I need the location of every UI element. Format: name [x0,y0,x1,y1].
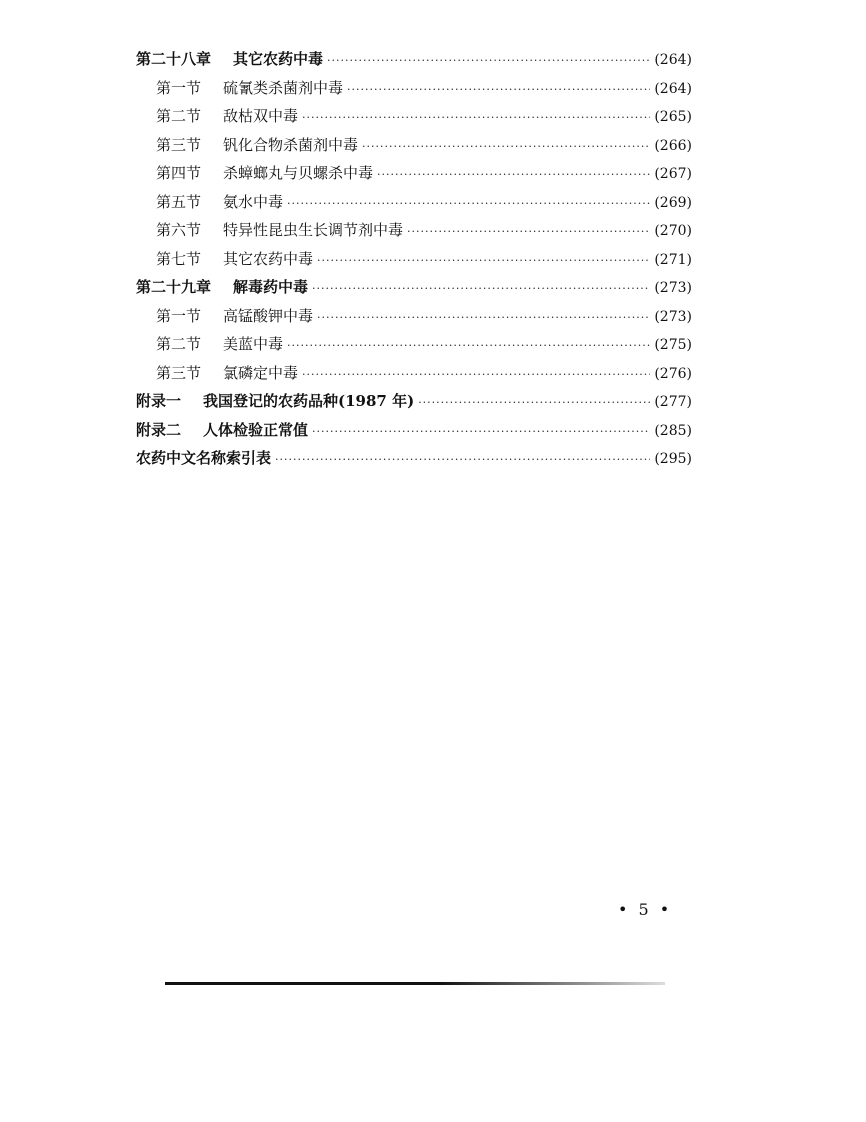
toc-entry-section [136,102,692,131]
dot-leader [377,161,650,190]
toc-entry-section [136,245,692,274]
entry-title: 特异性昆虫生长调节剂中毒 [223,221,404,239]
dot-leader [317,304,650,333]
entry-page: (266) [654,137,692,154]
entry-label: 第二节 [156,335,202,353]
dot-leader [347,76,650,105]
toc-entry-section [136,302,692,331]
entry-title: 其它农药中毒 [233,50,324,68]
entry-label: 第三节 [156,135,202,154]
toc-entry-section [136,188,692,217]
toc-entry-index [136,444,692,473]
toc-entry-section [136,159,692,188]
entry-title: 氯磷定中毒 [223,363,299,382]
entry-page: (275) [654,337,692,353]
table-of-contents [136,45,692,473]
entry-title: 美蓝中毒 [223,335,284,353]
footer-rule [165,982,665,985]
entry-title: 氨水中毒 [223,192,284,211]
entry-title: 解毒药中毒 [233,278,309,296]
entry-label: 第一节 [156,78,202,97]
entry-page: (267) [654,166,692,182]
entry-title: 杀蟑螂丸与贝螺杀中毒 [223,164,374,182]
dot-leader [362,133,650,162]
dot-leader [317,247,650,276]
entry-page: (276) [654,365,692,382]
entry-label: 附录一 [136,392,182,410]
entry-page: (264) [654,52,692,68]
dot-leader [407,218,650,247]
toc-entry-section [136,359,692,388]
entry-page: (285) [654,422,692,439]
dot-leader [287,332,650,361]
entry-title: 人体检验正常值 [203,420,309,439]
toc-entry-chapter-28 [136,45,692,74]
entry-label: 第七节 [156,249,202,268]
entry-title: 硫氰类杀菌剂中毒 [223,78,344,97]
entry-page: (269) [654,194,692,211]
entry-label: 第二十八章 [136,50,212,68]
toc-entry-chapter-29 [136,273,692,302]
entry-page: (270) [654,223,692,239]
entry-title: 高锰酸钾中毒 [223,306,314,325]
entry-page: (264) [654,80,692,97]
entry-label: 第六节 [156,221,202,239]
toc-entry-section [136,330,692,359]
entry-page: (265) [654,109,692,125]
entry-label: 第四节 [156,164,202,182]
toc-entry-section [136,74,692,103]
toc-entry-section [136,131,692,160]
dot-leader [302,361,650,390]
dot-leader [327,47,650,76]
dot-leader [312,418,650,447]
dot-leader [418,389,650,418]
toc-entry-appendix-1 [136,387,692,416]
entry-label: 第二十九章 [136,278,212,296]
entry-page: (277) [654,394,692,410]
entry-title: 农药中文名称索引表 [136,449,272,467]
entry-title: 其它农药中毒 [223,249,314,268]
entry-page: (273) [654,280,692,296]
entry-label: 第二节 [156,107,202,125]
entry-label: 第三节 [156,363,202,382]
entry-title: 钒化合物杀菌剂中毒 [223,135,359,154]
entry-title: 敌枯双中毒 [223,107,299,125]
entry-label: 第五节 [156,192,202,211]
entry-page: (273) [654,308,692,325]
entry-label: 附录二 [136,420,182,439]
entry-title: 我国登记的农药品种(1987 年) [203,392,415,410]
dot-leader [312,275,650,304]
entry-page: (271) [654,251,692,268]
dot-leader [302,104,650,133]
entry-page: (295) [654,451,692,467]
toc-entry-appendix-2 [136,416,692,445]
dot-leader [287,190,650,219]
toc-entry-section [136,216,692,245]
dot-leader [275,446,650,475]
entry-label: 第一节 [156,306,202,325]
page-number: • 5 • [618,900,673,919]
